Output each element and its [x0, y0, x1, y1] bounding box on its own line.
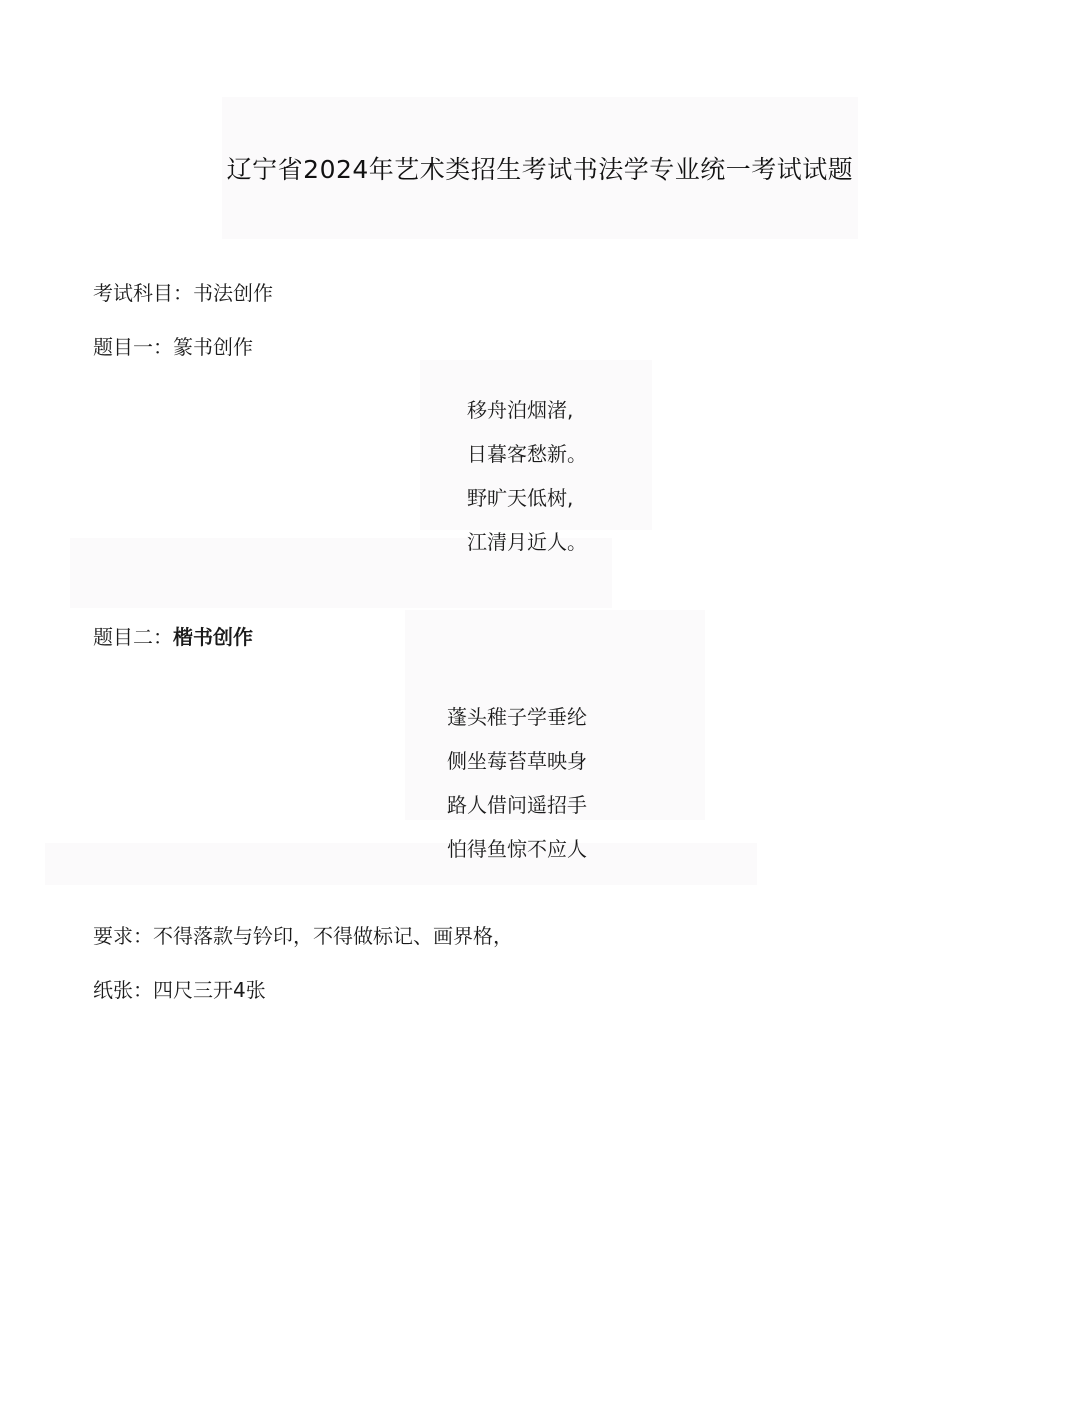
paper-label: 纸张：	[93, 978, 153, 1002]
poem2-line: 蓬头稚子学垂纶	[447, 705, 587, 729]
poem1-line: 江清月近人。	[467, 530, 587, 554]
question2-line	[93, 622, 253, 652]
requirement-line	[93, 921, 513, 951]
subject-value: 书法创作	[193, 281, 273, 305]
page-title: 辽宁省2024年艺术类招生考试书法学专业统一考试试题	[226, 155, 854, 184]
question1-label: 题目一：	[93, 335, 173, 359]
subject-line	[93, 278, 273, 308]
requirement-value: 不得落款与钤印，不得做标记、画界格，	[153, 924, 513, 948]
requirement-label: 要求：	[93, 924, 153, 948]
scan-patch-poem2-lower	[45, 843, 757, 885]
paper-line	[93, 975, 266, 1005]
poem-seal-script	[467, 388, 587, 564]
poem1-line: 日暮客愁新。	[467, 442, 587, 466]
poem2-line: 路人借问遥招手	[447, 793, 587, 817]
poem1-line: 野旷天低树,	[467, 486, 574, 510]
poem2-line: 侧坐莓苔草映身	[447, 749, 587, 773]
paper-value: 四尺三开4张	[153, 978, 266, 1002]
poem2-line: 怕得鱼惊不应人	[447, 837, 587, 861]
subject-label: 考试科目：	[93, 281, 193, 305]
poem-regular-script	[447, 695, 587, 871]
poem1-line: 移舟泊烟渚,	[467, 398, 574, 422]
question2-label: 题目二：	[93, 625, 173, 649]
question1-value: 篆书创作	[173, 335, 253, 359]
question1-line	[93, 332, 253, 362]
question2-value: 楷书创作	[173, 625, 253, 649]
